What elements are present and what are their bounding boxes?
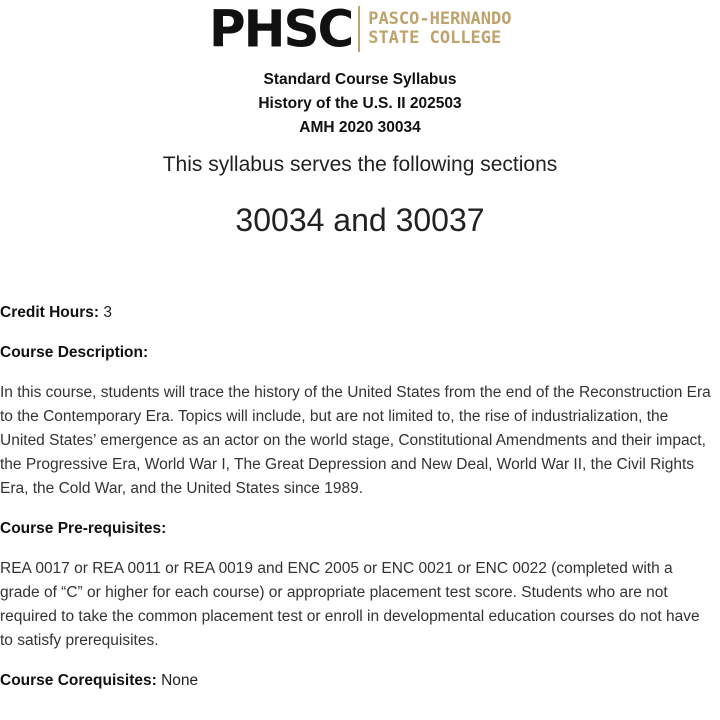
course-description-label: Course Description: bbox=[0, 344, 149, 361]
course-corequisites-label: Course Corequisites: bbox=[0, 672, 157, 689]
course-corequisites bbox=[0, 672, 198, 690]
course-description-text: In this course, students will trace the history of the United States from the end of the Reconstruction Era to the Contemporary Era. Topics will include, but are not limited to, the rise of industrialization, the United States’ emergence as an actor on the world stage, Constitutional Amendments and their impact, the Progressive Era, World War I, The Great Depression and New Deal, World War II, the Civil Rights Era, the Cold War, and the United States since 1989. bbox=[0, 384, 711, 497]
course-prerequisites-heading bbox=[0, 520, 166, 538]
logo-line-2: STATE COLLEGE bbox=[368, 28, 502, 48]
logo-wordmark bbox=[368, 10, 511, 48]
course-title: History of the U.S. II 202503 bbox=[258, 95, 462, 112]
credit-hours-label: Credit Hours: bbox=[0, 304, 100, 321]
course-prerequisites-text: REA 0017 or REA 0011 or REA 0019 and ENC 2005 or ENC 0021 or ENC 0022 (completed with a grade of “C” or higher for each course) or appropriate placement test score. Students who are not required to take the common placement test or enroll in developmental education courses do not have to satisfy prerequisites. bbox=[0, 560, 700, 649]
syllabus-heading: Standard Course Syllabus bbox=[263, 71, 457, 88]
course-corequisites-value: None bbox=[161, 672, 199, 689]
logo-line-1: PASCO-HERNANDO bbox=[368, 9, 512, 29]
course-code: AMH 2020 30034 bbox=[299, 119, 421, 136]
logo-divider bbox=[358, 6, 360, 52]
section-numbers: 30034 and 30037 bbox=[235, 202, 485, 238]
college-logo bbox=[209, 0, 512, 59]
credit-hours-value: 3 bbox=[103, 304, 112, 321]
sections-intro: This syllabus serves the following sections bbox=[162, 153, 558, 176]
course-prerequisites-label: Course Pre-requisites: bbox=[0, 520, 167, 537]
logo-mark: PHSC bbox=[209, 0, 353, 59]
credit-hours bbox=[0, 304, 112, 322]
course-description-heading bbox=[0, 344, 148, 362]
